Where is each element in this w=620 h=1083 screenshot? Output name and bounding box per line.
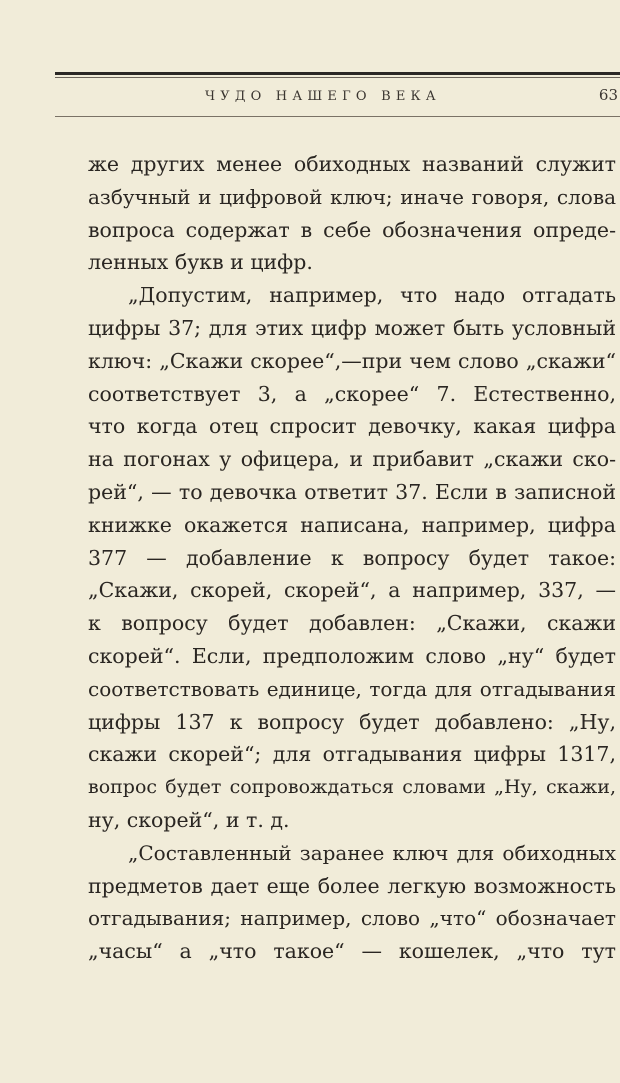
text-line: вопрос будет сопровождаться словами „Ну, скажи, xyxy=(88,776,616,799)
text-line: скажи скорей“; для отгадывания цифры 1317, xyxy=(88,742,616,767)
body-text xyxy=(88,148,616,968)
page-number: 63 xyxy=(598,86,618,104)
text-line: скорей“. Если, предположим слово „ну“ будет xyxy=(88,643,616,668)
text-line: же других менее обиходных названий служит xyxy=(88,152,616,176)
text-line: ключ: „Скажи скорее“,—при чем слово „скажи“ xyxy=(88,348,616,373)
text-line: цифры 137 к вопросу будет добавлено: „Ну, xyxy=(88,709,616,734)
text-line: „Допустим, например, что надо отгадать xyxy=(128,283,616,308)
text-line: 377 — добавление к вопросу будет такое: xyxy=(88,545,616,570)
text-line: что когда отец спросит девочку, какая цифра xyxy=(88,414,616,439)
text-line: книжке окажется написана, например, цифра xyxy=(88,512,616,537)
text-line: ну, скорей“, и т. д. xyxy=(88,807,290,832)
running-title: ЧУДО НАШЕГО ВЕКА xyxy=(205,89,441,104)
text-line: „Скажи, скорей, скорей“, а например, 337, — xyxy=(88,578,616,603)
text-line: ленных букв и цифр. xyxy=(88,250,313,275)
text-line: соответствует 3, а „скорее“ 7. Естественно, xyxy=(88,381,616,406)
text-line: вопроса содержат в себе обозначения опреде- xyxy=(88,217,616,242)
header-rule-thick xyxy=(55,72,620,75)
text-line: отгадывания; например, слово „что“ обозначает xyxy=(88,906,616,931)
text-line: соответствовать единице, тогда для отгадывания xyxy=(88,676,616,701)
text-line: цифры 37; для этих цифр может быть условный xyxy=(88,315,616,340)
header-rule-thin xyxy=(55,77,620,78)
text-line: „часы“ а „что такое“ — кошелек, „что тут xyxy=(88,939,616,964)
text-line: рей“, — то девочка ответит 37. Если в записной xyxy=(88,479,616,504)
header-underline xyxy=(55,116,620,117)
text-line: к вопросу будет добавлен: „Скажи, скажи xyxy=(88,611,616,636)
text-line: предметов дает еще более легкую возможность xyxy=(88,873,616,898)
text-line: „Составленный заранее ключ для обиходных xyxy=(128,840,616,865)
text-line: азбучный и цифровой ключ; иначе говоря, слова xyxy=(88,184,616,209)
text-line: на погонах у офицера, и прибавит „скажи ско- xyxy=(88,447,616,472)
